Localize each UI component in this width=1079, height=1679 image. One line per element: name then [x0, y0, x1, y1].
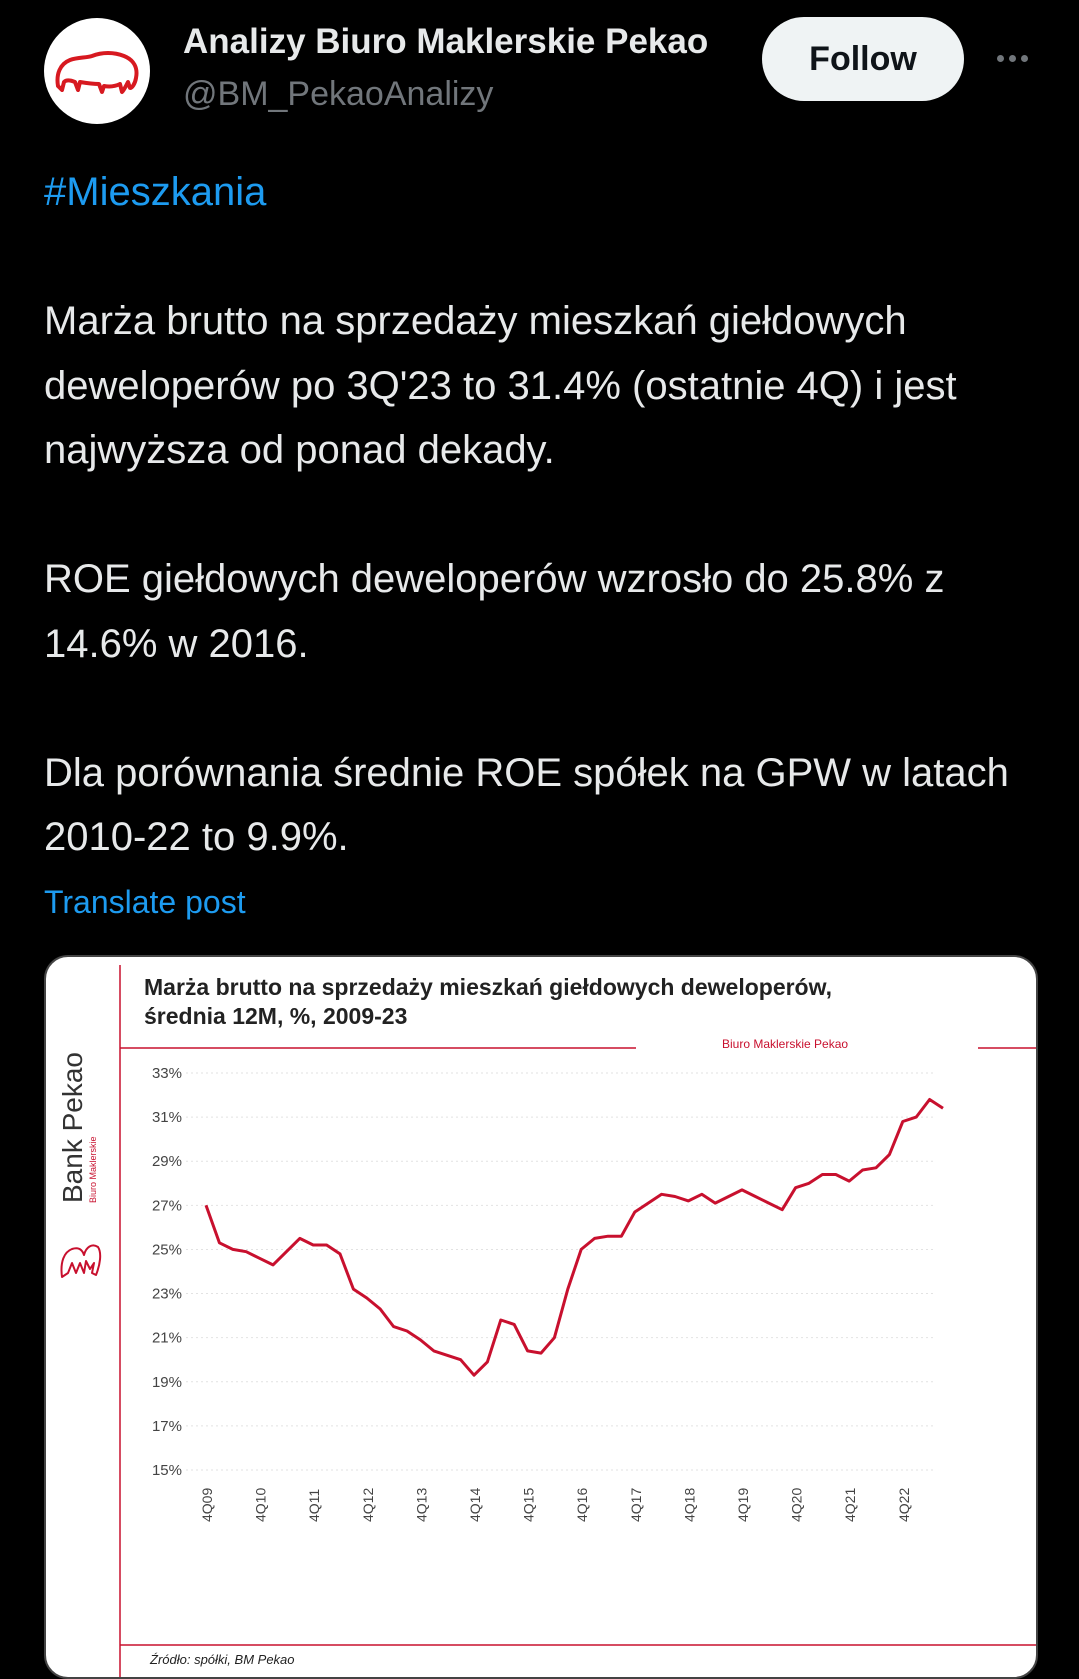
x-tick-label: 4Q13	[413, 1487, 430, 1522]
brand-subtitle: Biuro Maklerskie	[88, 1136, 98, 1203]
x-tick-label: 4Q21	[842, 1487, 859, 1522]
post-paragraph: Marża brutto na sprzedaży mieszkań giełdowych deweloperów po 3Q'23 to 31.4% (ostatnie 4Q) i jest najwyższa od ponad dekady.	[44, 299, 957, 472]
y-tick-label: 25%	[151, 1241, 182, 1259]
x-tick-label: 4Q11	[306, 1488, 323, 1522]
post-image[interactable]	[44, 955, 1038, 1679]
x-tick-label: 4Q18	[681, 1487, 698, 1522]
bison-logo-icon	[61, 1245, 100, 1277]
more-icon[interactable]	[988, 40, 1036, 76]
x-tick-label: 4Q14	[467, 1487, 483, 1522]
post-text	[44, 160, 1054, 870]
chart-title: Marża brutto na sprzedaży mieszkań giełdowych deweloperów,	[144, 974, 833, 1000]
y-tick-label: 19%	[151, 1373, 182, 1391]
x-tick-label: 4Q12	[359, 1487, 376, 1522]
x-tick-label: 4Q15	[520, 1487, 537, 1522]
author-handle[interactable]: @BM_PekaoAnalizy	[183, 75, 494, 113]
translate-post-link[interactable]: Translate post	[44, 884, 246, 920]
author-name[interactable]: Analizy Biuro Maklerskie Pekao	[183, 22, 709, 61]
bison-logo-icon	[52, 42, 142, 100]
post-paragraph: Dla porównania średnie ROE spółek na GPW w latach 2010-22 to 9.9%.	[44, 750, 1009, 859]
x-tick-label: 4Q09	[199, 1487, 215, 1522]
chart-source: Źródło: spółki, BM Pekao	[150, 1652, 295, 1667]
y-tick-label: 23%	[151, 1285, 182, 1303]
chart-subtitle: średnia 12M, %, 2009-23	[144, 1003, 408, 1029]
y-tick-label: 33%	[151, 1065, 182, 1082]
x-tick-label: 4Q19	[735, 1487, 751, 1522]
y-tick-label: 17%	[151, 1417, 182, 1435]
y-tick-label: 29%	[151, 1153, 182, 1171]
y-tick-label: 21%	[151, 1329, 182, 1347]
line-chart	[46, 957, 1036, 1677]
post-paragraph: ROE giełdowych deweloperów wzrosło do 25.8% z 14.6% w 2016.	[44, 557, 945, 666]
chart-watermark: Biuro Maklerskie Pekao	[722, 1037, 849, 1051]
hashtag-link[interactable]: #Mieszkania	[44, 170, 267, 214]
y-tick-label: 31%	[151, 1109, 182, 1127]
x-tick-label: 4Q20	[788, 1487, 805, 1522]
series-line	[206, 1100, 943, 1376]
y-tick-label: 27%	[151, 1197, 182, 1215]
x-tick-label: 4Q16	[574, 1487, 591, 1522]
brand-name: Bank Pekao	[57, 1052, 88, 1203]
avatar[interactable]	[44, 18, 150, 124]
y-tick-label: 15%	[151, 1462, 182, 1479]
x-tick-label: 4Q10	[252, 1487, 269, 1522]
x-tick-label: 4Q17	[627, 1487, 644, 1522]
follow-button[interactable]: Follow	[762, 17, 964, 101]
x-tick-label: 4Q22	[895, 1487, 912, 1522]
